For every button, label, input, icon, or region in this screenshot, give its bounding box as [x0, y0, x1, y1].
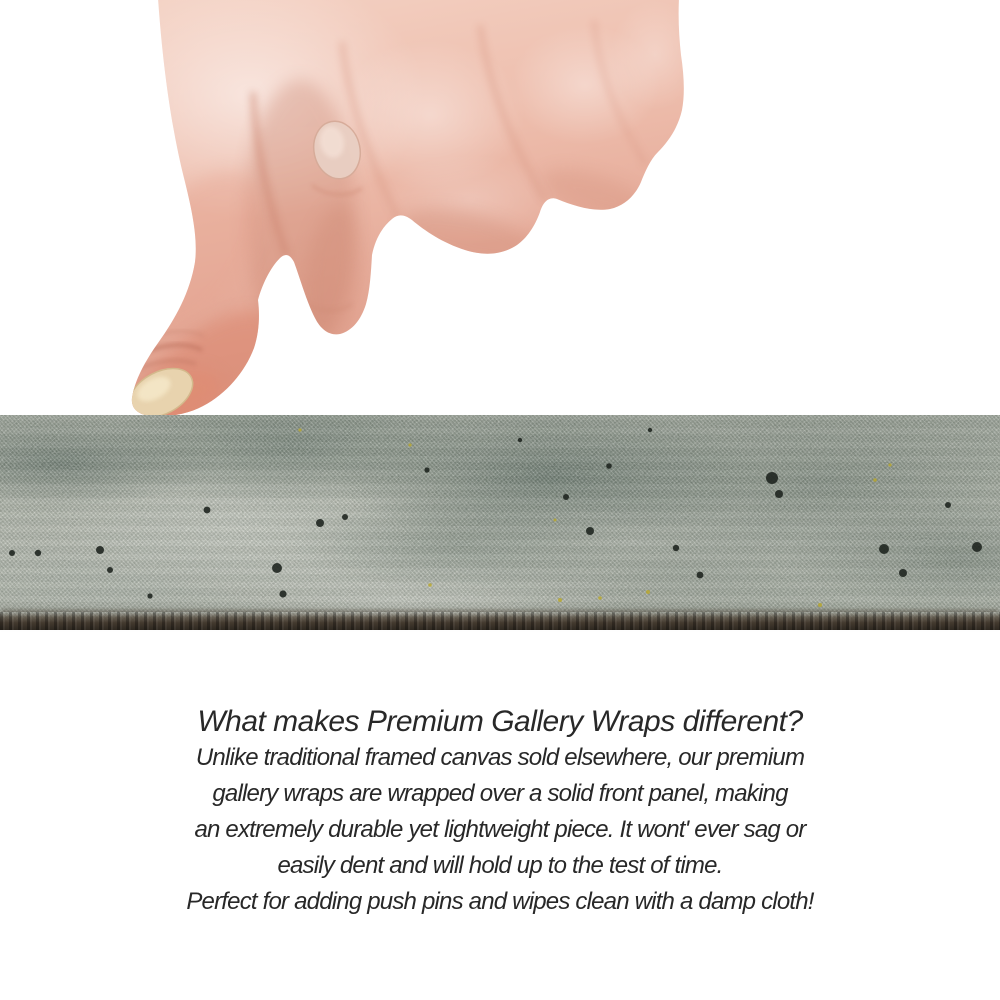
hand-fist-thumb-pressing-down-icon: [0, 0, 1000, 420]
info-line-3: an extremely durable yet lightweight piece. It wont' ever sag or: [194, 816, 806, 843]
canvas-gallery-wrap-edge-texture: [0, 415, 1000, 630]
info-section: [0, 704, 1000, 920]
hand-photo: [0, 0, 1000, 420]
canvas-edge-photo: [0, 415, 1000, 630]
canvas-bottom-edge: [0, 612, 1000, 630]
info-line-1: Unlike traditional framed canvas sold elsewhere, our premium: [195, 744, 805, 771]
info-line-5: Perfect for adding push pins and wipes clean with a damp cloth!: [186, 888, 814, 915]
info-heading: What makes Premium Gallery Wraps different?: [197, 705, 803, 738]
info-line-4: easily dent and will hold up to the test of time.: [277, 852, 723, 879]
info-line-2: gallery wraps are wrapped over a solid front panel, making: [212, 780, 788, 807]
